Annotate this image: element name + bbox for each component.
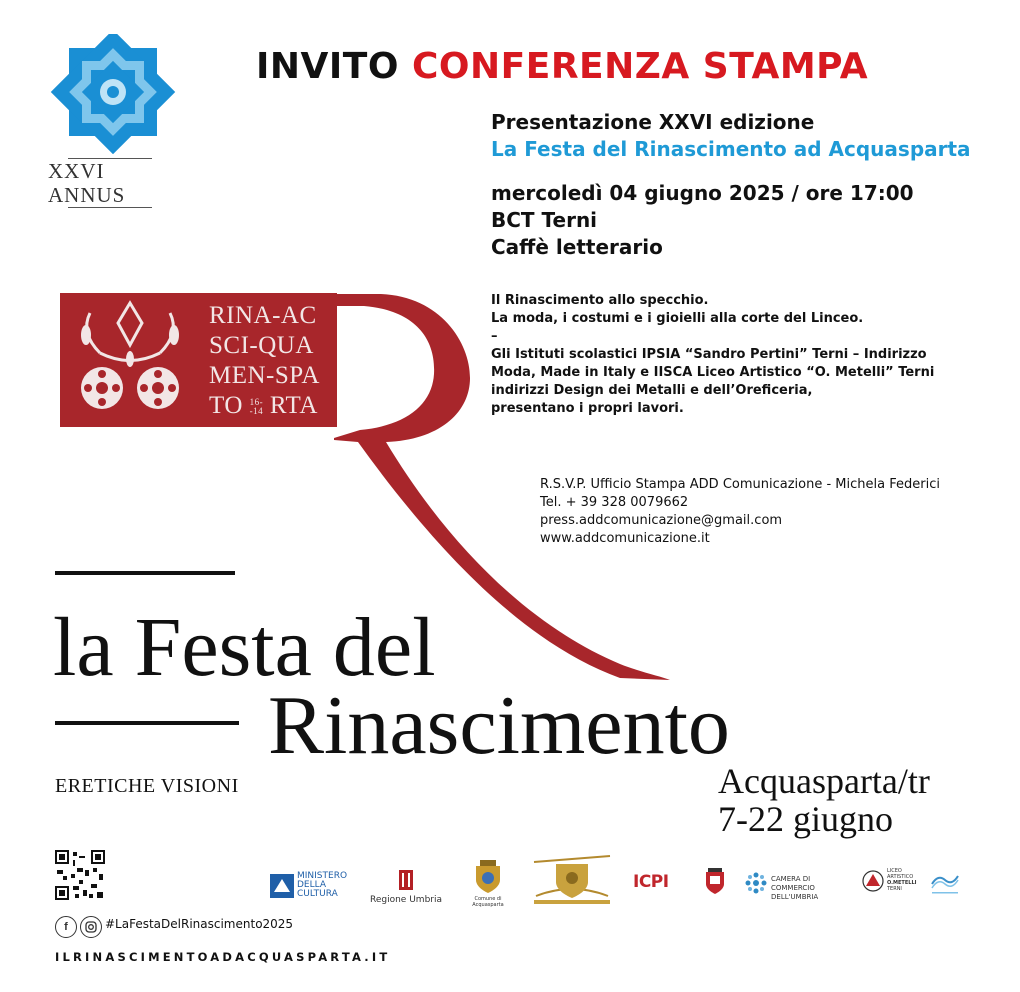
logo-years: 16- -14 <box>249 397 264 417</box>
sponsor-camera-commercio: CAMERA DI COMMERCIO DELL'UMBRIA <box>745 872 855 896</box>
rsvp-website[interactable]: www.addcomunicazione.it <box>540 531 710 546</box>
sponsor-comune: Comune di Acquasparta <box>468 860 508 912</box>
place-dates <box>718 762 930 838</box>
rsvp-email[interactable]: press.addcomunicazione@gmail.com <box>540 513 783 528</box>
school-wave-logo-icon <box>928 870 962 896</box>
regione-emblem-icon <box>399 870 413 890</box>
invite-title <box>256 46 868 87</box>
description-line: Gli Istituti scolastici IPSIA “Sandro Pertini” Terni – Indirizzo <box>491 347 927 362</box>
logo-row: SCI-QUA <box>209 332 314 359</box>
rsvp-phone: Tel. + 39 328 0079662 <box>540 495 689 510</box>
logo-row: RINA-AC <box>209 302 317 329</box>
description-line: La moda, i costumi e i gioielli alla corte del Linceo. <box>491 311 864 326</box>
presentation-line: Presentazione XXVI edizione <box>491 110 815 134</box>
description-line: presentano i propri lavori. <box>491 401 684 416</box>
dates: 7-22 giugno <box>718 799 893 839</box>
instagram-icon[interactable] <box>80 916 102 938</box>
logo-row: MEN-SPA <box>209 362 320 389</box>
comune-crest-icon <box>474 860 502 894</box>
logo-text <box>209 301 320 421</box>
qr-code-icon[interactable] <box>55 850 105 900</box>
annus-numeral: XXVI <box>48 159 105 183</box>
festival-heraldic-logo-icon <box>526 852 618 908</box>
floral-ornament-icon <box>60 293 200 427</box>
logo-row: TO 16- -14 RTA <box>209 392 318 419</box>
rinascimento-logo-box <box>60 293 337 427</box>
ministry-emblem-icon <box>270 874 294 898</box>
title-line-2: Rinascimento <box>268 679 730 772</box>
rsvp-block <box>540 476 940 548</box>
event-datetime: mercoledì 04 giugno 2025 / ore 17:00 <box>491 181 914 205</box>
place: Acquasparta/tr <box>718 761 930 801</box>
sponsor-icpi: ICPI <box>633 872 669 892</box>
annus-word: ANNUS <box>48 183 126 207</box>
description-line: Moda, Made in Italy e IISCA Liceo Artistico “O. Metelli” Terni <box>491 365 935 380</box>
star-emblem-icon <box>48 34 178 154</box>
description-line: indirizzi Design dei Metalli e dell’Oreficeria, <box>491 383 813 398</box>
title-line-1: la Festa del <box>53 601 436 694</box>
subtitle: ERETICHE VISIONI <box>55 775 239 797</box>
annus-logo <box>48 34 178 214</box>
event-details <box>491 180 914 261</box>
festival-website[interactable]: ILRINASCIMENTOADACQUASPARTA.IT <box>55 950 391 964</box>
description-dash: – <box>491 329 498 344</box>
liceo-logo-icon <box>862 870 884 892</box>
title-rule-top <box>55 571 235 575</box>
sponsor-ministero: MINISTERO DELLA CULTURA <box>270 872 350 900</box>
event-room: Caffè letterario <box>491 235 663 259</box>
festival-line: La Festa del Rinascimento ad Acquasparta <box>491 137 971 161</box>
invite-word: INVITO <box>256 46 399 87</box>
rsvp-line: R.S.V.P. Ufficio Stampa ADD Comunicazione - Michela Federici <box>540 477 940 492</box>
sponsor-regione: Regione Umbria <box>366 870 446 910</box>
title-rule-bottom <box>55 721 239 725</box>
conference-word: CONFERENZA STAMPA <box>412 46 869 87</box>
facebook-icon[interactable]: f <box>55 916 77 938</box>
sponsor-liceo: LICEO ARTISTICO O.METELLI TERNI <box>862 868 922 900</box>
description-line: Il Rinascimento allo specchio. <box>491 293 709 308</box>
event-venue: BCT Terni <box>491 208 598 232</box>
hashtag[interactable]: #LaFestaDelRinascimento2025 <box>105 917 294 931</box>
school-crest-icon <box>704 868 726 896</box>
camera-commercio-icon <box>745 872 767 894</box>
